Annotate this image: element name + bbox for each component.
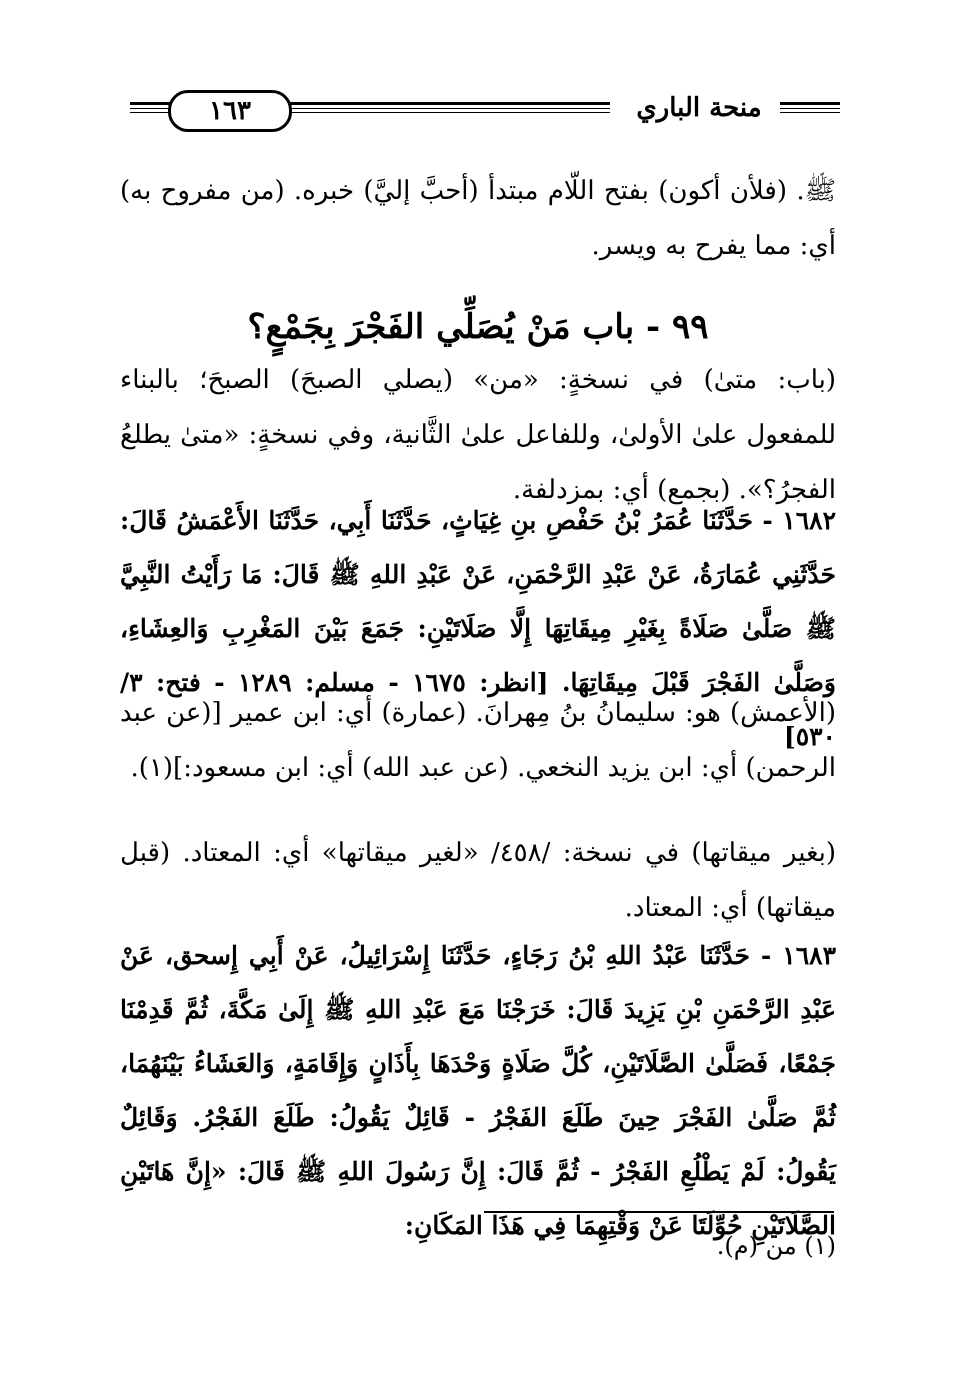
header-rule-right-thin [780, 112, 840, 113]
footnote-separator [484, 1211, 834, 1213]
bighayr-commentary-paragraph: (بغير ميقاتها) في نسخة: /٤٥٨/ «لغير ميقاتها» أي: المعتاد. (قبل ميقاتها) أي: المعتاد. [120, 838, 836, 923]
page-number: ١٦٣ [168, 90, 292, 132]
intro-paragraph: ﷺ. (فلأن أكون) بفتح اللّام مبتدأ (أحبَّ إليَّ) خبره. (من مفروح به) أي: مما يفرح به ويسر. [120, 176, 836, 261]
hadith-1683: ١٦٨٣ - حَدَّثَنَا عَبْدُ اللهِ بْنُ رَجَاءٍ، حَدَّثَنَا إِسْرَائِيلُ، عَنْ أَبِي إِسحق، عَنْ عَبْدِ الرَّحْمَنِ بْنِ يَزِيدَ قَالَ: خَرَجْنَا مَعَ عَبْدِ اللهِ ﷺ إِلَىٰ مَكَّةَ، ثُمَّ قَدِمْنَا جَمْعًا، فَصَلَّىٰ الصَّلَاتَيْنِ، كُلَّ صَلَاةٍ وَحْدَهَا بِأَذَانٍ وَإِقَامَةٍ، وَالعَشَاءُ بَيْنَهُمَا، ثُمَّ صَلَّىٰ الفَجْرَ حِينَ طَلَعَ الفَجْرُ - قَائِلٌ يَقُولُ: طَلَعَ الفَجْرُ. وَقَائِلٌ يَقُولُ: لَمْ يَطْلُعِ الفَجْرُ - ثُمَّ قَالَ: إِنَّ رَسُولَ اللهِ ﷺ قَالَ: «إِنَّ هَاتَيْنِ الصَّلَاتَيْنِ حُوِّلَتَا عَنْ وَقْتِهِمَا فِي هَذَا المَكَانِ: [120, 941, 836, 1240]
page-header [120, 88, 840, 138]
header-rule-right [780, 102, 840, 109]
bab-commentary-paragraph: (باب: متىٰ) في نسخةٍ: «من» (يصلي الصبحَ) الصبحَ؛ بالبناء للمفعول علىٰ الأولىٰ، وللفاعل علىٰ الثَّانية، وفي نسخةٍ: «متىٰ يطلعُ الفجرُ؟». (بجمع) أي: بمزدلفة. [120, 365, 836, 505]
footnote: (١) من (م). [716, 1232, 836, 1260]
running-title: منحة الباري [636, 93, 762, 123]
hadith-1682: ١٦٨٢ - حَدَّثَنَا عُمَرُ بْنُ حَفْصِ بنِ غِيَاثٍ، حَدَّثَنَا أَبِي، حَدَّثَنَا الأَعْمَشُ قَالَ: حَدَّثَنِي عُمَارَةُ، عَنْ عَبْدِ الرَّحْمَنِ، عَنْ عَبْدِ اللهِ ﷺ قَالَ: مَا رَأَيْتُ النَّبِيَّ ﷺ صَلَّىٰ صَلَاةً بِغَيْرِ مِيقَاتِهَا إِلَّا صَلَاتَيْنِ: جَمَعَ بَيْنَ المَغْرِبِ وَالعِشَاءِ، وَصَلَّىٰ الفَجْرَ قَبْلَ مِيقَاتِهَا. [انظر: ١٦٧٥ - مسلم: ١٢٨٩ - فتح: ٣/ ٥٣٠] [120, 506, 837, 751]
chapter-heading: ٩٩ - باب مَنْ يُصَلِّي الفَجْرَ بِجَمْعٍ؟ [247, 307, 709, 347]
amash-commentary-paragraph: (الأعمش) هو: سليمانُ بنُ مِهرانَ. (عمارة) أي: ابن عمير [(عن عبد الرحمن) أي: ابن يزيد النخعي. (عن عبد الله) أي: ابن مسعود:](١). [120, 698, 836, 783]
